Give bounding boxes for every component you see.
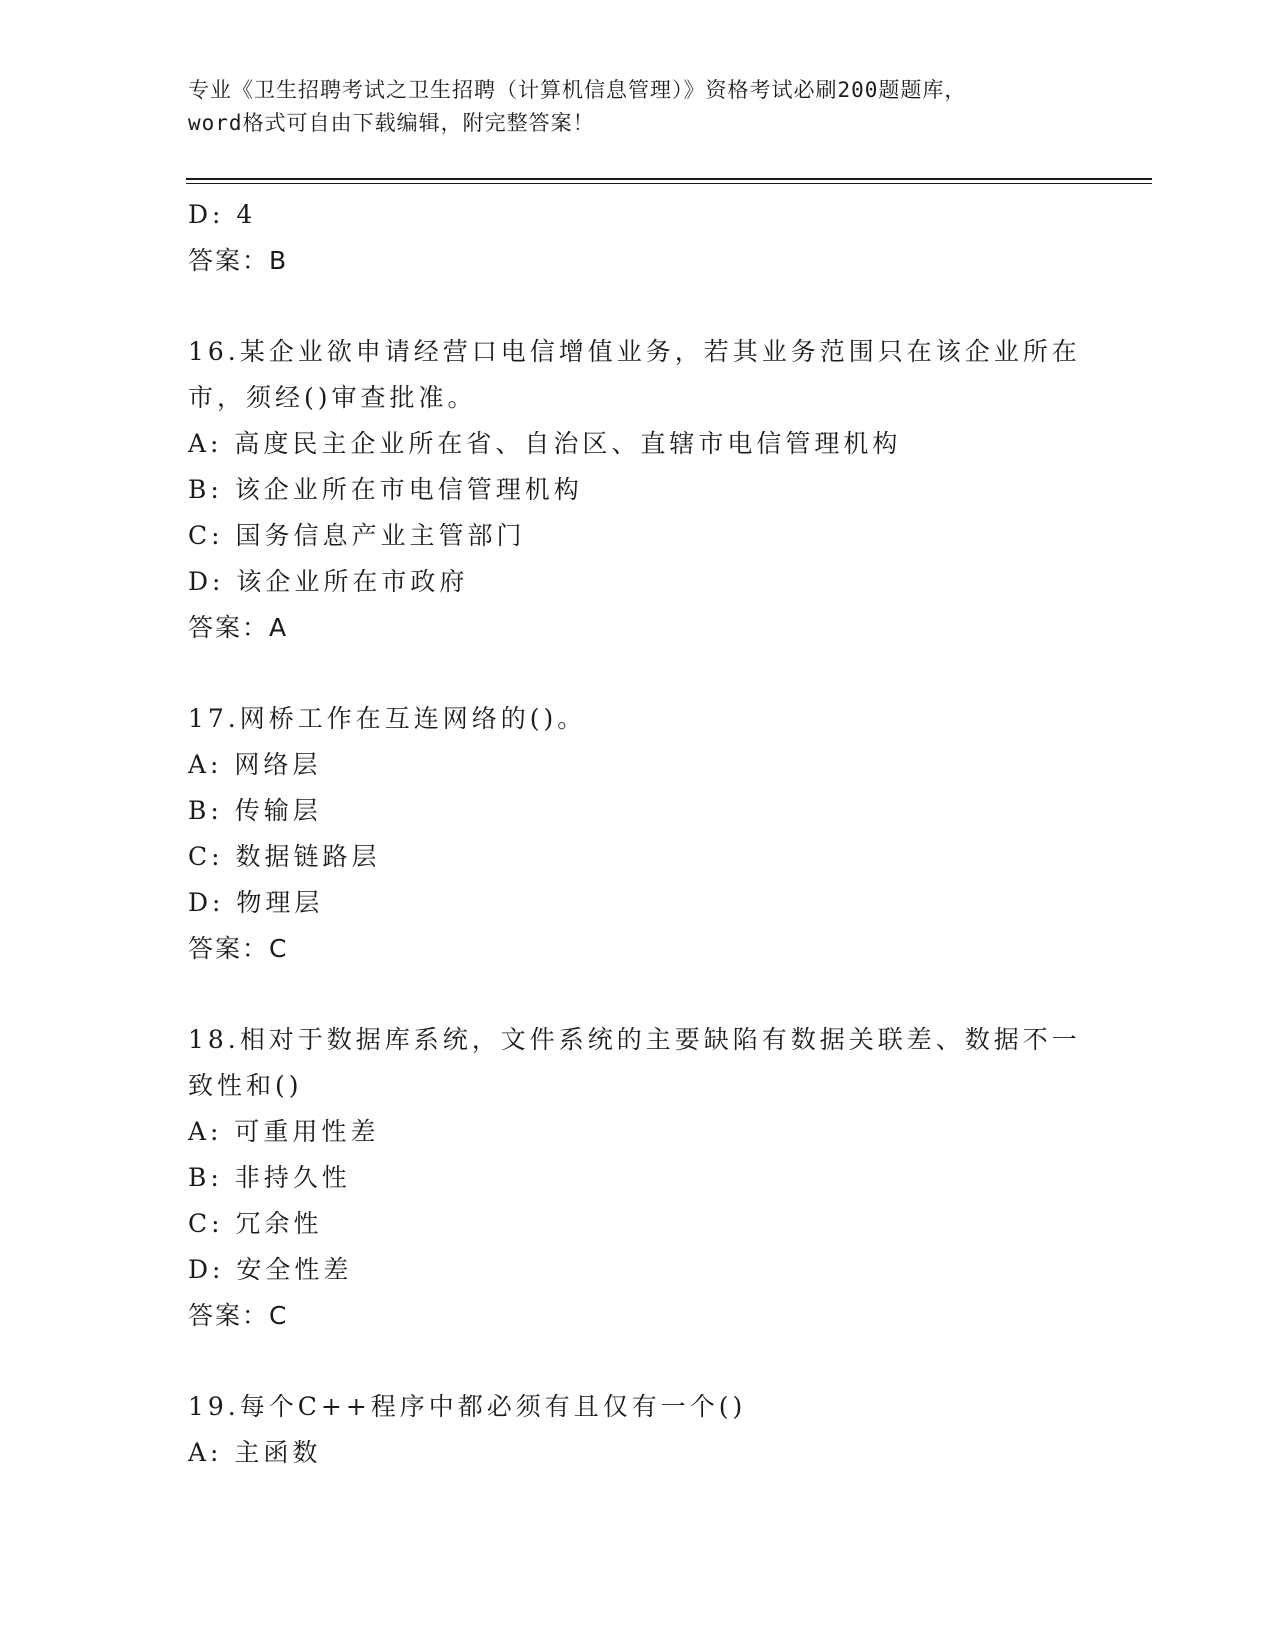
question-stem-line: 市，须经()审查批准。 [188,383,477,412]
header-title-line1: 专业《卫生招聘考试之卫生招聘（计算机信息管理）》资格考试必刷200题题库， [188,78,967,102]
question-16 [188,329,1088,651]
question-17 [188,696,1088,972]
question-stem-line: 16.某企业欲申请经营口电信增值业务，若其业务范围只在该企业所在 [188,337,1081,366]
question-stem-line: 19.每个C++程序中都必须有且仅有一个() [188,1392,747,1421]
answer-line: 答案：B [188,246,289,275]
option-c: C: 数据链路层 [188,842,381,871]
option-a: A: 主函数 [188,1438,322,1467]
question-19 [188,1384,1088,1476]
header-title-line2: word格式可自由下载编辑，附完整答案！ [188,111,595,135]
answer-line: 答案：A [188,613,289,642]
option-b: B: 该企业所在市电信管理机构 [188,475,583,504]
option-b: B: 传输层 [188,796,322,825]
option-a: A: 可重用性差 [188,1117,380,1146]
option-d: D: 安全性差 [188,1255,353,1284]
option-d: D: 该企业所在市政府 [188,567,469,596]
question-stem-line: 致性和() [188,1071,303,1100]
document-body [188,192,1088,1476]
option-a: A: 高度民主企业所在省、自治区、直辖市电信管理机构 [188,429,902,458]
header-divider-bottom [186,183,1152,184]
option-c: C: 冗余性 [188,1209,323,1238]
option-d: D: 物理层 [188,888,324,917]
option-a: A: 网络层 [188,750,322,779]
answer-line: 答案：C [188,934,289,963]
header-divider-top [186,178,1152,180]
option-c: C: 国务信息产业主管部门 [188,521,526,550]
document-header [188,74,1088,140]
answer-line: 答案：C [188,1301,289,1330]
question-stem-line: 18.相对于数据库系统，文件系统的主要缺陷有数据关联差、数据不一 [188,1025,1081,1054]
option-d: D: 4 [188,200,257,229]
question-18 [188,1017,1088,1339]
question-stem-line: 17.网桥工作在互连网络的()。 [188,704,587,733]
option-b: B: 非持久性 [188,1163,351,1192]
